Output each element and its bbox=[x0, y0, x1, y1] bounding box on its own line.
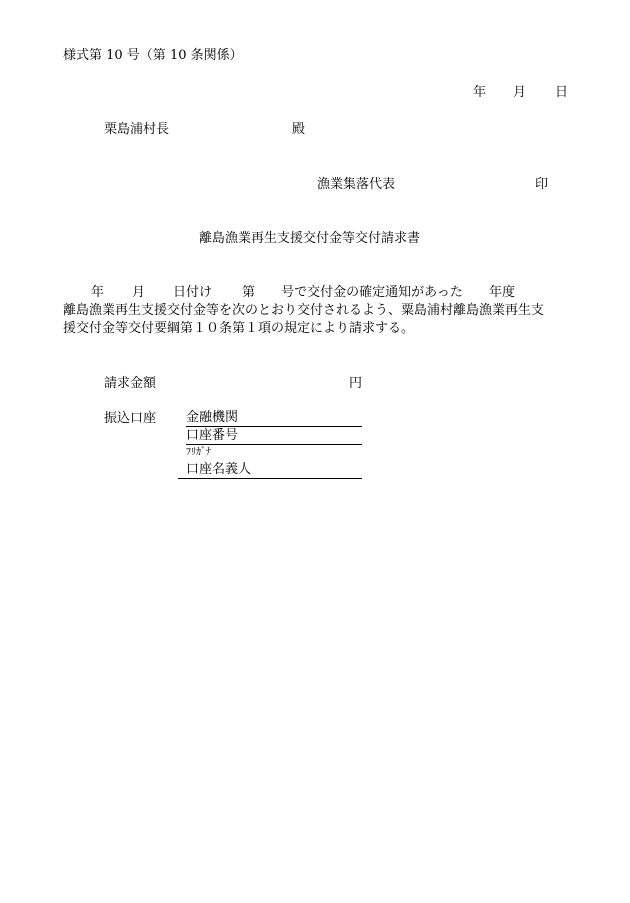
addressee-honorific: 殿 bbox=[292, 122, 306, 137]
body-no-suffix: 号で交付金の確定通知があった bbox=[281, 285, 463, 300]
body-no-prefix: 第 bbox=[242, 285, 256, 300]
body-fiscal-year: 年度 bbox=[488, 285, 515, 300]
seal-mark: 印 bbox=[535, 177, 549, 192]
date-day-label: 日 bbox=[555, 85, 569, 100]
account-holder-label: 口座名義人 bbox=[186, 462, 252, 477]
amount-label: 請求金額 bbox=[104, 376, 157, 391]
bank-field: 金融機関 bbox=[186, 410, 362, 427]
body-line-2: 離島漁業再生支援交付金等を次のとおり交付されるよう、粟島浦村離島漁業再生支 bbox=[63, 303, 545, 318]
sender-label: 漁業集落代表 bbox=[317, 177, 396, 192]
account-label: 振込口座 bbox=[104, 411, 157, 426]
date-month-label: 月 bbox=[513, 85, 527, 100]
body-year: 年 bbox=[91, 285, 105, 300]
document-title: 離島漁業再生支援交付金等交付請求書 bbox=[199, 231, 421, 246]
body-line-1 bbox=[63, 285, 515, 301]
body-day: 日付け bbox=[173, 285, 213, 300]
amount-unit: 円 bbox=[349, 376, 363, 391]
furigana-label: ﾌﾘｶﾞﾅ bbox=[186, 447, 211, 458]
date-year-label: 年 bbox=[473, 85, 487, 100]
body-month: 月 bbox=[132, 285, 146, 300]
account-holder-field bbox=[178, 462, 362, 479]
body-line-3: 援交付金等交付要綱第１０条第１項の規定により請求する。 bbox=[63, 321, 415, 336]
form-number: 様式第 10 号（第 10 条関係） bbox=[63, 48, 243, 63]
account-number-field: 口座番号 bbox=[186, 428, 362, 445]
addressee-name: 栗島浦村長 bbox=[104, 122, 170, 137]
